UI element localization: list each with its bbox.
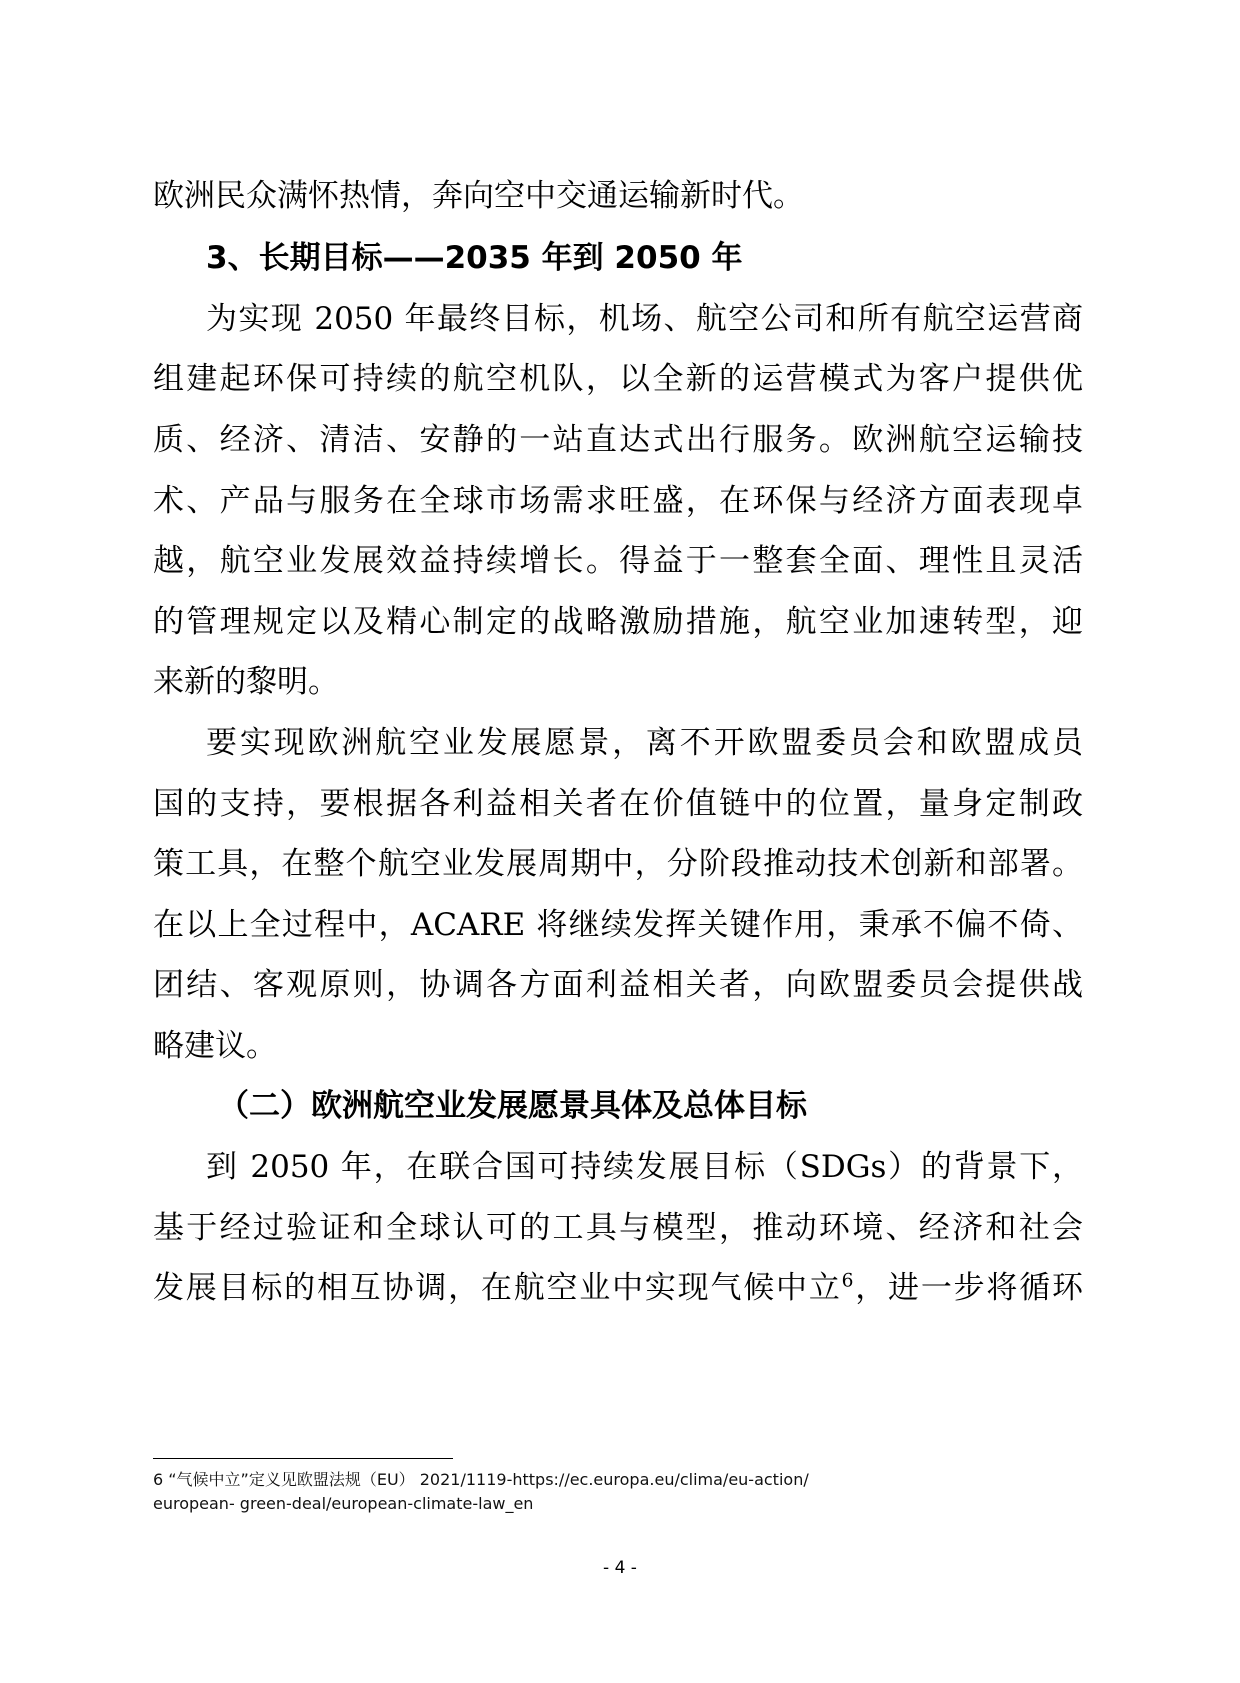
footnote-reference: 6 [841, 1270, 854, 1292]
body-text-line: 欧洲民众满怀热情，奔向空中交通运输新时代。 [153, 178, 804, 214]
paragraph-3-line: 基于经过验证和全球认可的工具与模型，推动环境、经济和社会 [153, 1210, 1083, 1246]
section-heading-vision-goals: （二）欧洲航空业发展愿景具体及总体目标 [218, 1088, 807, 1124]
paragraph-1-line: 来新的黎明。 [153, 664, 339, 700]
paragraph-2-line: 在以上全过程中，ACARE 将继续发挥关键作用，秉承不偏不倚、 [153, 907, 1083, 943]
paragraph-3-line [153, 1268, 1083, 1308]
paragraph-3-line-text: 发展目标的相互协调，在航空业中实现气候中立 [153, 1270, 842, 1306]
paragraph-2-line: 策工具，在整个航空业发展周期中，分阶段推动技术创新和部署。 [153, 846, 1083, 882]
page-number: - 4 - [603, 1558, 637, 1578]
footnote-separator [153, 1458, 453, 1459]
paragraph-1-line: 组建起环保可持续的航空机队，以全新的运营模式为客户提供优 [153, 361, 1083, 397]
footnote-text: european- green-deal/european-climate-law_en [153, 1494, 534, 1513]
paragraph-1-line: 术、产品与服务在全球市场需求旺盛，在环保与经济方面表现卓 [153, 483, 1083, 519]
paragraph-1-line: 越，航空业发展效益持续增长。得益于一整套全面、理性且灵活 [153, 543, 1083, 579]
paragraph-1-line: 为实现 2050 年最终目标，机场、航空公司和所有航空运营商 [206, 301, 1083, 337]
footnote-text: 6 “气候中立”定义见欧盟法规（EU） 2021/1119-https://ec.europa.eu/clima/eu-action/ [153, 1470, 809, 1489]
paragraph-2-line: 略建议。 [153, 1028, 277, 1064]
paragraph-1-line: 质、经济、清洁、安静的一站直达式出行服务。欧洲航空运输技 [153, 422, 1083, 458]
section-heading-long-term-goals: 3、长期目标——2035 年到 2050 年 [206, 240, 743, 276]
paragraph-3-line: 到 2050 年，在联合国可持续发展目标（SDGs）的背景下， [206, 1149, 1083, 1185]
paragraph-2-line: 国的支持，要根据各利益相关者在价值链中的位置，量身定制政 [153, 786, 1083, 822]
paragraph-3-line-text-tail: ，进一步将循环 [853, 1270, 1084, 1306]
paragraph-1-line: 的管理规定以及精心制定的战略激励措施，航空业加速转型，迎 [153, 604, 1083, 640]
paragraph-2-line: 要实现欧洲航空业发展愿景，离不开欧盟委员会和欧盟成员 [206, 725, 1083, 761]
paragraph-2-line: 团结、客观原则，协调各方面利益相关者，向欧盟委员会提供战 [153, 967, 1083, 1003]
